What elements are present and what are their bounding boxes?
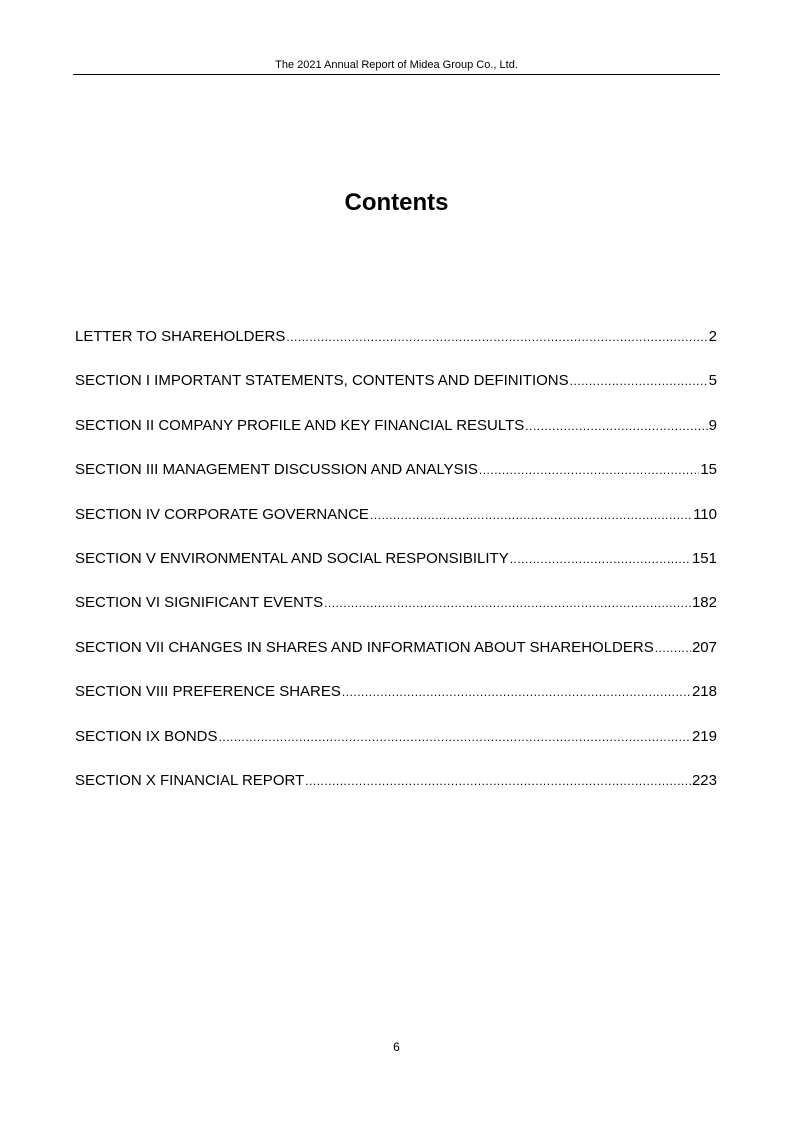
toc-entry-label: SECTION VIII PREFERENCE SHARES [75, 683, 341, 701]
toc-entry-label: SECTION IX BONDS [75, 727, 218, 745]
toc-entry-page: 151 [691, 549, 717, 567]
toc-leader-dots [305, 769, 691, 793]
toc-entry-label: SECTION VI SIGNIFICANT EVENTS [75, 594, 324, 612]
toc-leader-dots [342, 680, 691, 704]
toc-entry-section-5[interactable] [75, 547, 717, 591]
toc-leader-dots [219, 725, 691, 749]
toc-leader-dots [510, 547, 691, 571]
toc-entry-page: 9 [708, 416, 717, 434]
toc-entry-label: SECTION IV CORPORATE GOVERNANCE [75, 505, 369, 523]
toc-entry-section-7[interactable] [75, 636, 717, 680]
toc-leader-dots [286, 325, 707, 349]
toc-entry-label: SECTION X FINANCIAL REPORT [75, 771, 305, 789]
header-divider [73, 74, 720, 75]
toc-leader-dots [570, 369, 708, 393]
toc-entry-label: LETTER TO SHAREHOLDERS [75, 328, 286, 345]
toc-entry-page: 15 [700, 461, 717, 479]
toc-entry-page: 182 [691, 594, 717, 612]
page-number: 6 [393, 1040, 400, 1054]
toc-entry-label: SECTION V ENVIRONMENTAL AND SOCIAL RESPONSIBILITY [75, 549, 509, 567]
toc-entry-page: 2 [708, 328, 717, 345]
toc-entry-section-8[interactable] [75, 680, 717, 724]
toc-entry-page: 223 [691, 771, 717, 789]
toc-entry-section-9[interactable] [75, 725, 717, 769]
toc-entry-label: SECTION I IMPORTANT STATEMENTS, CONTENTS AND DEFINITIONS [75, 372, 569, 390]
toc-entry-section-6[interactable] [75, 591, 717, 635]
toc-entry-page: 219 [691, 727, 717, 745]
toc-entry-label: SECTION III MANAGEMENT DISCUSSION AND ANALYSIS [75, 461, 478, 479]
toc-entry-letter-to-shareholders[interactable] [75, 325, 717, 369]
toc-entry-page: 110 [693, 505, 717, 523]
table-of-contents [75, 325, 717, 813]
page-title: Contents [344, 189, 449, 216]
toc-entry-page: 5 [708, 372, 717, 390]
toc-leader-dots [525, 414, 707, 438]
toc-entry-label: SECTION VII CHANGES IN SHARES AND INFORMATION ABOUT SHAREHOLDERS [75, 638, 654, 656]
toc-entry-section-4[interactable] [75, 503, 717, 547]
toc-entry-section-2[interactable] [75, 414, 717, 458]
toc-entry-page: 218 [691, 683, 717, 701]
toc-entry-page: 207 [691, 638, 717, 656]
toc-entry-section-3[interactable] [75, 458, 717, 502]
toc-leader-dots [324, 591, 691, 615]
toc-entry-section-1[interactable] [75, 369, 717, 413]
toc-leader-dots [479, 458, 699, 482]
toc-leader-dots [370, 503, 692, 527]
toc-entry-label: SECTION II COMPANY PROFILE AND KEY FINANCIAL RESULTS [75, 416, 525, 434]
running-header: The 2021 Annual Report of Midea Group Co., Ltd. [275, 59, 518, 71]
toc-leader-dots [655, 636, 691, 660]
toc-entry-section-10[interactable] [75, 769, 717, 813]
